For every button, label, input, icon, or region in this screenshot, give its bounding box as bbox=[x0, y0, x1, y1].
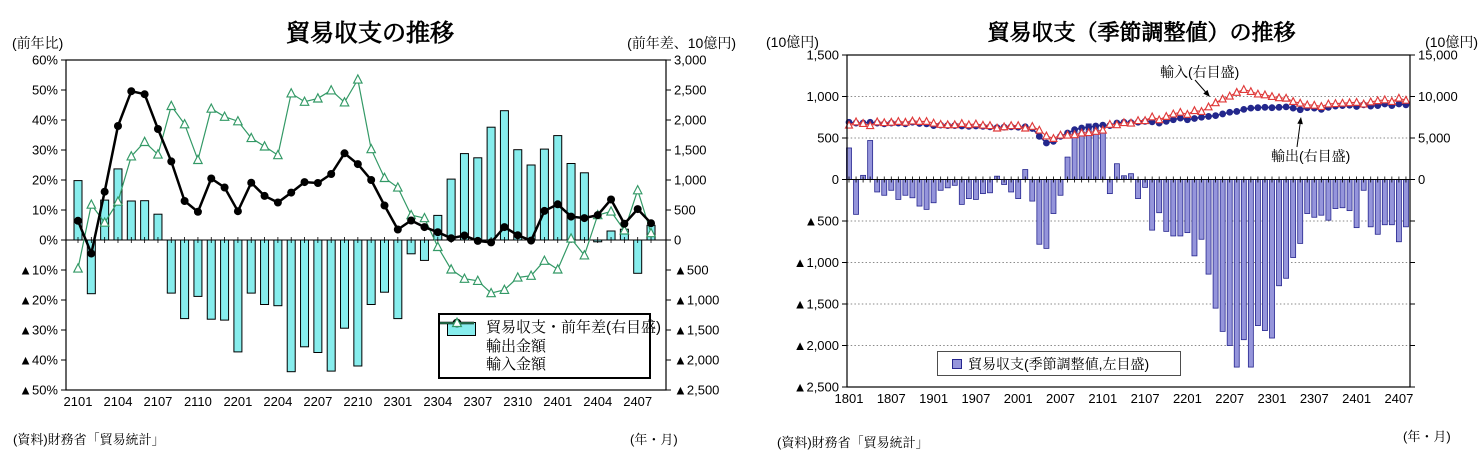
svg-text:60%: 60% bbox=[31, 52, 58, 68]
svg-text:▲2,500: ▲2,500 bbox=[674, 382, 720, 398]
right-chart-x-axis-unit-label: (年・月) bbox=[1403, 429, 1451, 444]
right-chart-panel bbox=[740, 0, 1483, 472]
legend-label-exports: 輸出金額 bbox=[486, 337, 547, 355]
legend-label-imports: 輸入金額 bbox=[486, 356, 547, 373]
left-chart-title: 貿易収支の推移 bbox=[286, 20, 454, 47]
svg-text:2001: 2001 bbox=[1003, 391, 1033, 406]
left-chart-x-axis-unit-label: (年・月) bbox=[630, 432, 678, 447]
svg-text:1807: 1807 bbox=[876, 391, 906, 406]
svg-text:▲1,500: ▲1,500 bbox=[793, 296, 839, 312]
svg-text:▲30%: ▲30% bbox=[19, 322, 58, 338]
left-chart-left-axis-unit-label: (前年比) bbox=[12, 35, 64, 51]
svg-text:1907: 1907 bbox=[961, 391, 991, 406]
line-series-2 bbox=[846, 86, 1410, 142]
svg-text:5,000: 5,000 bbox=[1418, 130, 1451, 146]
svg-text:2207: 2207 bbox=[303, 394, 333, 409]
svg-text:0: 0 bbox=[674, 232, 682, 248]
svg-text:500: 500 bbox=[817, 130, 839, 146]
svg-text:1,500: 1,500 bbox=[806, 47, 839, 63]
svg-text:20%: 20% bbox=[31, 172, 58, 188]
svg-text:3,000: 3,000 bbox=[674, 52, 707, 68]
svg-text:2407: 2407 bbox=[1384, 391, 1414, 406]
svg-text:2,500: 2,500 bbox=[674, 82, 707, 98]
right-chart-legend bbox=[937, 351, 1181, 376]
svg-text:2201: 2201 bbox=[223, 394, 253, 409]
svg-text:2110: 2110 bbox=[183, 394, 212, 409]
svg-text:2007: 2007 bbox=[1046, 391, 1075, 406]
svg-text:2310: 2310 bbox=[503, 394, 533, 409]
svg-text:2407: 2407 bbox=[623, 394, 653, 409]
svg-text:▲2,500: ▲2,500 bbox=[793, 379, 839, 395]
left-chart-right-axis-unit-label: (前年差、10億円) bbox=[627, 35, 736, 51]
left-chart-plot bbox=[0, 0, 740, 472]
svg-text:▲50%: ▲50% bbox=[19, 382, 58, 398]
legend-item-balance-diff bbox=[447, 319, 661, 336]
svg-text:0: 0 bbox=[1418, 172, 1426, 187]
svg-text:▲2,000: ▲2,000 bbox=[674, 352, 720, 368]
svg-text:2401: 2401 bbox=[1342, 391, 1372, 406]
svg-text:▲2,000: ▲2,000 bbox=[793, 338, 839, 353]
svg-text:2107: 2107 bbox=[1130, 391, 1160, 406]
legend-item-exports bbox=[447, 338, 649, 354]
svg-text:2204: 2204 bbox=[263, 394, 293, 409]
exports-line-annotation: 輸出(右目盛) bbox=[1271, 148, 1351, 164]
svg-text:▲500: ▲500 bbox=[674, 262, 709, 278]
svg-text:2,000: 2,000 bbox=[674, 112, 707, 128]
svg-text:10%: 10% bbox=[31, 202, 58, 218]
svg-text:2101: 2101 bbox=[63, 394, 93, 409]
svg-text:2210: 2210 bbox=[343, 394, 373, 409]
svg-text:▲1,000: ▲1,000 bbox=[674, 292, 720, 308]
black-circle-line-icon bbox=[447, 338, 481, 354]
left-chart-legend bbox=[438, 313, 661, 379]
svg-text:2104: 2104 bbox=[103, 394, 133, 409]
legend-item-imports bbox=[447, 357, 649, 373]
right-chart-title: 貿易収支（季節調整値）の推移 bbox=[987, 20, 1296, 45]
svg-text:1,000: 1,000 bbox=[674, 172, 707, 188]
svg-text:1,000: 1,000 bbox=[806, 89, 839, 104]
right-chart-right-axis-unit-label: (10億円) bbox=[1425, 34, 1478, 50]
svg-text:2201: 2201 bbox=[1172, 391, 1202, 406]
left-chart-panel bbox=[0, 0, 740, 472]
right-chart-plot bbox=[740, 0, 1483, 472]
svg-text:500: 500 bbox=[674, 202, 696, 218]
svg-text:2301: 2301 bbox=[383, 394, 413, 409]
svg-text:▲1,500: ▲1,500 bbox=[674, 322, 720, 338]
svg-text:▲1,000: ▲1,000 bbox=[793, 255, 839, 270]
svg-text:2207: 2207 bbox=[1215, 391, 1245, 406]
svg-text:0: 0 bbox=[831, 172, 839, 187]
svg-text:2307: 2307 bbox=[1299, 391, 1329, 406]
svg-text:1901: 1901 bbox=[919, 391, 949, 406]
svg-text:1,500: 1,500 bbox=[674, 142, 707, 158]
svg-text:10,000: 10,000 bbox=[1418, 89, 1458, 104]
svg-text:2107: 2107 bbox=[143, 394, 173, 409]
svg-text:2307: 2307 bbox=[463, 394, 493, 409]
svg-text:1801: 1801 bbox=[834, 391, 864, 406]
right-chart-left-axis-unit-label: (10億円) bbox=[766, 34, 819, 50]
svg-text:0%: 0% bbox=[39, 232, 58, 248]
imports-line-annotation: 輸入(右目盛) bbox=[1160, 64, 1240, 80]
svg-text:2301: 2301 bbox=[1257, 391, 1287, 406]
left-chart-source: (資料)財務省「貿易統計」 bbox=[13, 432, 165, 447]
svg-text:30%: 30% bbox=[31, 142, 58, 158]
svg-text:2401: 2401 bbox=[543, 394, 573, 409]
legend-label-balance-diff: 貿易収支・前年差(右目盛) bbox=[486, 319, 661, 336]
svg-text:2404: 2404 bbox=[583, 394, 613, 409]
svg-text:▲500: ▲500 bbox=[804, 213, 839, 229]
svg-text:2304: 2304 bbox=[423, 394, 453, 409]
green-triangle-line-icon bbox=[447, 357, 481, 373]
right-chart-source: (資料)財務省「貿易統計」 bbox=[777, 435, 929, 450]
svg-text:15,000: 15,000 bbox=[1418, 47, 1458, 63]
svg-text:▲40%: ▲40% bbox=[19, 352, 58, 368]
bar-swatch-icon bbox=[952, 359, 962, 369]
svg-text:▲20%: ▲20% bbox=[19, 292, 58, 308]
svg-text:▲10%: ▲10% bbox=[19, 262, 58, 278]
svg-text:40%: 40% bbox=[31, 112, 58, 128]
legend-label-balance-sa: 貿易収支(季節調整値,左目盛) bbox=[968, 355, 1150, 372]
svg-text:50%: 50% bbox=[31, 82, 58, 98]
svg-text:2101: 2101 bbox=[1088, 391, 1118, 406]
